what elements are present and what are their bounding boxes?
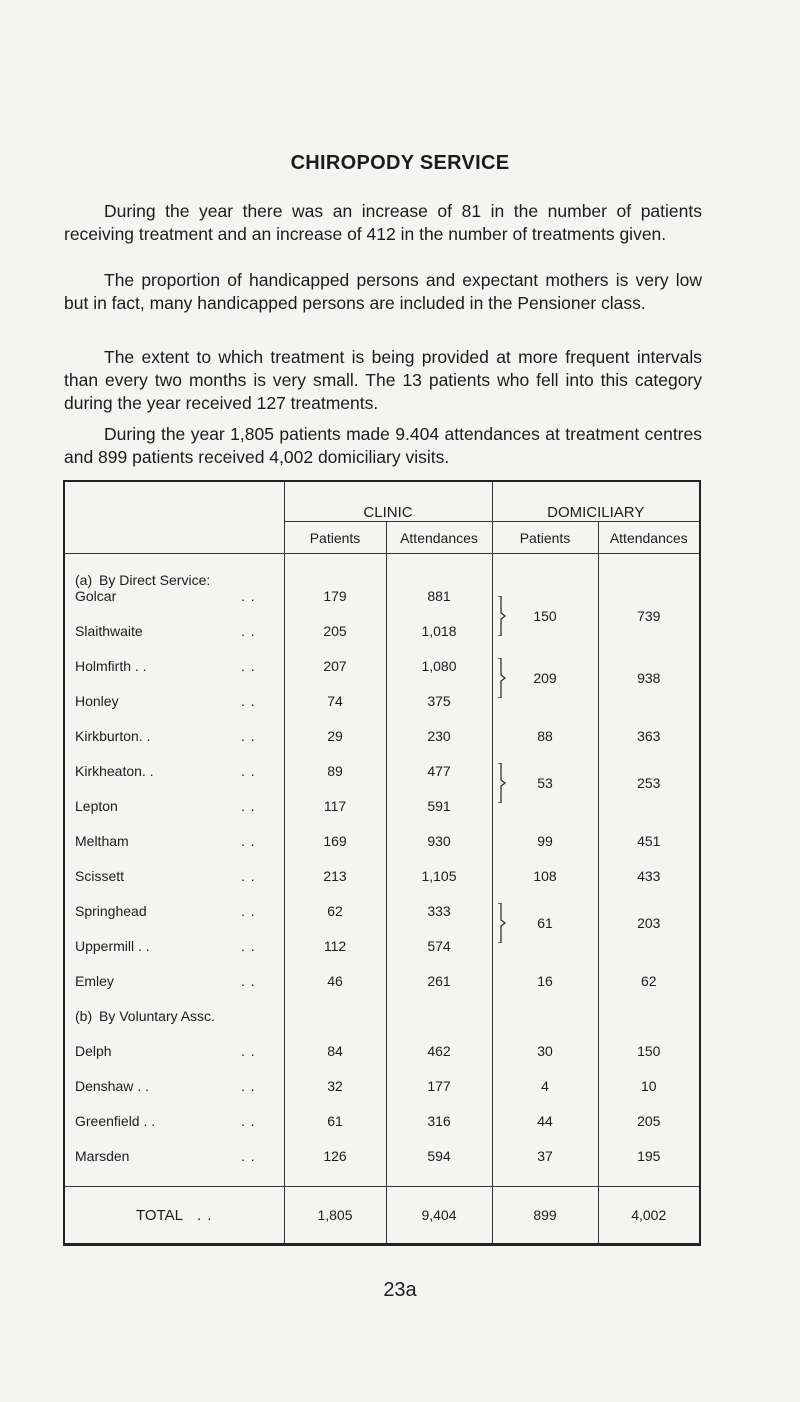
emley-clinic-patients: 46 (284, 958, 386, 993)
denshaw-clinic-patients: 32 (284, 1063, 386, 1098)
brace-icon (496, 596, 506, 636)
holmfirth-clinic-attendances: 1,080 (386, 643, 492, 678)
paragraph-2: The proportion of handicapped persons and expectant mothers is very low but in fact, many handicapped persons are included in the Pensioner class. (64, 270, 702, 313)
section-b-label: (b) (75, 1008, 93, 1024)
row-name-holmfirth: Holmfirth . . (75, 658, 147, 674)
honley-clinic-attendances: 375 (386, 678, 492, 713)
total-dom-patients: 899 (492, 1187, 598, 1245)
table-row: Scissett . . 213 1,105 108 433 (64, 853, 700, 888)
slaithwaite-clinic-patients: 205 (284, 608, 386, 643)
golcar-clinic-attendances: 881 (386, 588, 492, 608)
section-a-label: (a) (75, 572, 93, 588)
honley-clinic-patients: 74 (284, 678, 386, 713)
springhead-uppermill-dom-patients: 61 (492, 888, 598, 958)
table-row: Lepton . . 117 591 (64, 783, 700, 818)
group-header-row (64, 481, 700, 522)
chiropody-table (63, 480, 701, 1246)
kirkheaton-lepton-dom-patients: 53 (492, 748, 598, 818)
page-title: CHIROPODY SERVICE (290, 152, 510, 174)
row-name-springhead: Springhead (75, 903, 147, 919)
denshaw-dom-attendances: 10 (598, 1063, 700, 1098)
row-name-emley: Emley (75, 973, 114, 989)
total-dom-attendances: 4,002 (598, 1187, 700, 1245)
marsden-dom-attendances: 195 (598, 1133, 700, 1168)
section-a-title: By Direct Service: (99, 572, 211, 588)
table-row: Kirkheaton. . . . 89 477 53 253 (64, 748, 700, 783)
lepton-clinic-attendances: 591 (386, 783, 492, 818)
domiciliary-attendances-header: Attendances (598, 522, 700, 554)
row-name-lepton: Lepton (75, 798, 118, 814)
meltham-clinic-attendances: 930 (386, 818, 492, 853)
denshaw-clinic-attendances: 177 (386, 1063, 492, 1098)
table-row: Kirkburton. . . . 29 230 88 363 (64, 713, 700, 748)
uppermill-clinic-attendances: 574 (386, 923, 492, 958)
table-row: Holmfirth . . . . 207 1,080 209 938 (64, 643, 700, 678)
total-label: TOTAL (136, 1206, 183, 1224)
kirkheaton-clinic-attendances: 477 (386, 748, 492, 783)
section-a-heading (64, 568, 700, 588)
row-name-uppermill: Uppermill . . (75, 938, 150, 954)
table-row: Delph . . 84 462 30 150 (64, 1028, 700, 1063)
holmfirth-honley-dom-attendances: 938 (598, 643, 700, 713)
row-name-meltham: Meltham (75, 833, 129, 849)
row-name-honley: Honley (75, 693, 119, 709)
lepton-clinic-patients: 117 (284, 783, 386, 818)
row-name-denshaw: Denshaw . . (75, 1078, 149, 1094)
table-row: Honley . . 74 375 (64, 678, 700, 713)
delph-clinic-attendances: 462 (386, 1028, 492, 1063)
delph-clinic-patients: 84 (284, 1028, 386, 1063)
springhead-clinic-patients: 62 (284, 888, 386, 923)
domiciliary-patients-header: Patients (492, 522, 598, 554)
delph-dom-patients: 30 (492, 1028, 598, 1063)
delph-dom-attendances: 150 (598, 1028, 700, 1063)
table-row: Marsden . . 126 594 37 195 (64, 1133, 700, 1168)
kirkburton-clinic-attendances: 230 (386, 713, 492, 748)
greenfield-dom-patients: 44 (492, 1098, 598, 1133)
table-row: Denshaw . . . . 32 177 4 10 (64, 1063, 700, 1098)
springhead-uppermill-dom-attendances: 203 (598, 888, 700, 958)
row-name-kirkheaton: Kirkheaton. . (75, 763, 154, 779)
greenfield-clinic-attendances: 316 (386, 1098, 492, 1133)
blank-subheader-cell (64, 522, 284, 554)
greenfield-clinic-patients: 61 (284, 1098, 386, 1133)
meltham-dom-attendances: 451 (598, 818, 700, 853)
scissett-clinic-attendances: 1,105 (386, 853, 492, 888)
domiciliary-header: DOMICILIARY (492, 481, 700, 522)
scissett-dom-attendances: 433 (598, 853, 700, 888)
section-b-heading (64, 993, 700, 1028)
sub-header-row (64, 522, 700, 554)
holmfirth-honley-dom-patients: 209 (492, 643, 598, 713)
total-row: TOTAL . . 1,805 9,404 899 4,002 (64, 1187, 700, 1245)
row-name-greenfield: Greenfield . . (75, 1113, 156, 1129)
kirkheaton-clinic-patients: 89 (284, 748, 386, 783)
golcar-slaithwaite-dom-attendances: 739 (598, 588, 700, 643)
section-b-title: By Voluntary Assc. (99, 1008, 215, 1024)
brace-icon (496, 658, 506, 698)
paragraph-4: During the year 1,805 patients made 9.404 attendances at treatment centres and 899 patients received 4,002 domiciliary visits. (64, 424, 702, 467)
row-name-marsden: Marsden (75, 1148, 130, 1164)
brace-icon (496, 903, 506, 943)
table-row: Emley . . 46 261 16 62 (64, 958, 700, 993)
golcar-clinic-patients: 179 (284, 588, 386, 608)
scissett-dom-patients: 108 (492, 853, 598, 888)
row-name-delph: Delph (75, 1043, 112, 1059)
paragraph-1: During the year there was an increase of 81 in the number of patients receiving treatment and an increase of 412 in the number of treatments given. (64, 201, 702, 244)
emley-dom-attendances: 62 (598, 958, 700, 993)
golcar-slaithwaite-dom-patients: 150 (492, 588, 598, 643)
page-number: 23a (383, 1279, 417, 1301)
table-row: Greenfield . . . . 61 316 44 205 (64, 1098, 700, 1133)
row-name-golcar: Golcar (75, 588, 117, 604)
kirkburton-clinic-patients: 29 (284, 713, 386, 748)
marsden-clinic-patients: 126 (284, 1133, 386, 1168)
marsden-clinic-attendances: 594 (386, 1133, 492, 1168)
table-row: Slaithwaite . . 205 1,018 (64, 608, 700, 643)
slaithwaite-clinic-attendances: 1,018 (386, 608, 492, 643)
meltham-dom-patients: 99 (492, 818, 598, 853)
emley-dom-patients: 16 (492, 958, 598, 993)
springhead-clinic-attendances: 333 (386, 888, 492, 923)
kirkburton-dom-patients: 88 (492, 713, 598, 748)
marsden-dom-patients: 37 (492, 1133, 598, 1168)
clinic-patients-header: Patients (284, 522, 386, 554)
table-row: Uppermill . . . . 112 574 (64, 923, 700, 958)
scissett-clinic-patients: 213 (284, 853, 386, 888)
row-name-kirkburton: Kirkburton. . (75, 728, 151, 744)
holmfirth-clinic-patients: 207 (284, 643, 386, 678)
paragraph-3: The extent to which treatment is being provided at more frequent intervals than every two months is very small. The 13 patients who fell into this category during the year received 127 treatments. (64, 347, 702, 413)
table-row: Golcar . . 179 881 150 739 (64, 588, 700, 608)
row-name-scissett: Scissett (75, 868, 125, 884)
kirkheaton-lepton-dom-attendances: 253 (598, 748, 700, 818)
meltham-clinic-patients: 169 (284, 818, 386, 853)
kirkburton-dom-attendances: 363 (598, 713, 700, 748)
uppermill-clinic-patients: 112 (284, 923, 386, 958)
total-clinic-patients: 1,805 (284, 1187, 386, 1245)
clinic-attendances-header: Attendances (386, 522, 492, 554)
row-name-slaithwaite: Slaithwaite (75, 623, 143, 639)
table-row: Springhead . . 62 333 61 203 (64, 888, 700, 923)
brace-icon (496, 763, 506, 803)
emley-clinic-attendances: 261 (386, 958, 492, 993)
table-row: Meltham . . 169 930 99 451 (64, 818, 700, 853)
greenfield-dom-attendances: 205 (598, 1098, 700, 1133)
denshaw-dom-patients: 4 (492, 1063, 598, 1098)
total-clinic-attendances: 9,404 (386, 1187, 492, 1245)
clinic-header: CLINIC (284, 481, 492, 522)
blank-header-cell (64, 481, 284, 522)
